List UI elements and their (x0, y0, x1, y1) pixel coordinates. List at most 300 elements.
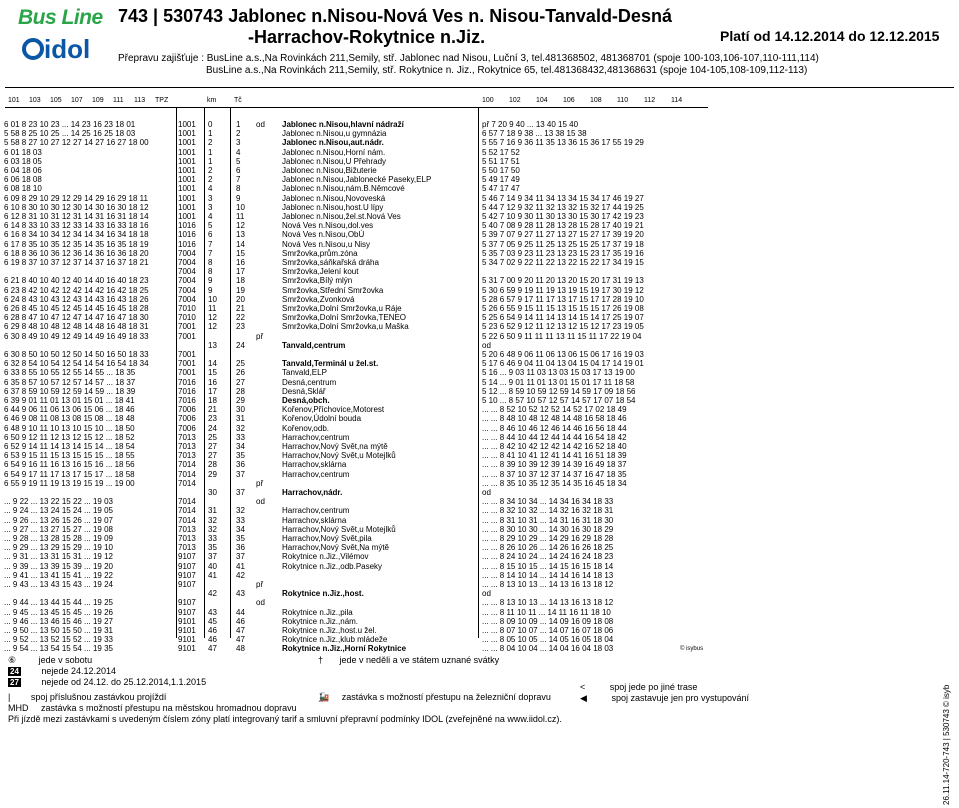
times-right: ... ... 8 52 10 52 12 52 14 52 17 02 18 49 (482, 405, 627, 415)
times-left: 6 12 8 31 10 31 12 31 14 31 16 31 18 14 (4, 212, 149, 221)
tc-header: Tč (234, 97, 242, 104)
tpz-zone: 7006 (178, 405, 196, 415)
stop-name: Jablonec n.Nisou,host.U lípy (282, 202, 384, 212)
times-left: 6 18 8 36 10 36 12 36 14 36 16 36 18 20 (4, 248, 149, 258)
km-value: 9 (208, 276, 213, 286)
tpz-zone: 7014 (178, 469, 196, 479)
times-left: 6 44 9 06 11 06 13 06 15 06 ... 18 46 (4, 405, 135, 415)
tc-value: 11 (236, 212, 245, 221)
tpz-zone: 7014 (178, 497, 196, 507)
stop-name: Rokytnice n.Jiz.,pila (282, 607, 353, 617)
times-right: od (482, 340, 491, 350)
times-left: 6 33 8 55 10 55 12 55 14 55 ... 18 35 (4, 368, 136, 378)
tc-value: 10 (236, 202, 245, 212)
arrival-departure-mark: od (256, 598, 265, 608)
km-value: 17 (208, 386, 217, 396)
stop-name: Smržovka,Zvonková (282, 294, 355, 304)
arrival-departure-mark: př (256, 580, 264, 589)
stop-name: Harrachov,Nový Svět,na mýtě (282, 442, 388, 451)
km-value: 16 (208, 377, 217, 387)
times-left: 6 29 8 48 10 48 12 48 14 48 16 48 18 31 (4, 322, 149, 332)
times-right: ... ... 8 24 10 24 ... 14 24 16 24 18 23 (482, 552, 614, 562)
times-right: 5 10 ... 8 57 10 57 12 57 14 57 17 07 18 54 (482, 396, 636, 405)
tc-value: 36 (236, 543, 245, 553)
times-right: ... ... 8 26 10 26 ... 14 26 16 26 18 25 (482, 543, 614, 553)
stop-name: Harrachov,Nový Svět,Na mýtě (282, 543, 389, 553)
tc-value: 16 (236, 258, 245, 267)
tc-value: 18 (236, 276, 245, 286)
stop-name: Kořenov,odb. (282, 423, 329, 433)
times-right: 5 25 6 54 9 14 11 14 13 14 15 14 17 25 19 07 (482, 313, 644, 323)
stop-name: Nová Ves n.Nisou,dol.ves (282, 221, 374, 231)
km-value: 31 (208, 506, 217, 516)
times-right: 5 14 ... 9 01 11 01 13 01 15 01 17 11 18 58 (482, 377, 635, 387)
stop-name: Rokytnice n.Jiz.,nám. (282, 616, 359, 626)
tpz-zone: 1016 (178, 221, 196, 231)
km-value: 42 (208, 589, 217, 599)
tc-value: 44 (236, 607, 245, 617)
tc-value: 27 (236, 377, 245, 387)
times-right: 5 49 17 49 (482, 175, 520, 185)
tpz-zone: 7013 (178, 534, 196, 543)
stop-name: Harrachov,centrum (282, 469, 350, 479)
times-right: 5 39 7 07 9 27 11 27 13 27 15 27 17 39 19 20 (482, 230, 644, 240)
tc-value: 17 (236, 267, 245, 277)
stop-name: Harrachov,Nový Svět,u Motejlků (282, 451, 396, 461)
tpz-zone: 7014 (178, 515, 196, 525)
tpz-zone: 7010 (178, 313, 196, 323)
km-value: 40 (208, 561, 217, 571)
times-right: 5 55 7 16 9 36 11 35 13 36 15 36 17 55 19 29 (482, 138, 644, 148)
stop-name: Smržovka,Dolní Smržovka,u Ráje (282, 304, 402, 313)
stop-name: Rokytnice n.Jiz.,Horní Rokytnice (282, 644, 407, 654)
tpz-zone: 9101 (178, 635, 196, 645)
times-left: ... 9 29 ... 13 29 15 29 ... 19 10 (4, 543, 113, 553)
stop-name: Nová Ves n.Nisou,ObÚ (282, 230, 365, 240)
km-value: 7 (208, 248, 213, 258)
table-row (0, 644, 959, 654)
times-right: 5 20 6 48 9 06 11 06 13 06 15 06 17 16 19 03 (482, 350, 644, 359)
times-right: ... ... 8 31 10 31 ... 14 31 16 31 18 30 (482, 515, 614, 525)
tc-value: 48 (236, 644, 245, 654)
tc-value: 32 (236, 423, 245, 433)
table-header-rule (5, 107, 708, 108)
km-value: 30 (208, 488, 217, 497)
tpz-zone: 9101 (178, 626, 196, 635)
tc-value: 37 (236, 469, 245, 479)
tc-value: 3 (236, 138, 241, 148)
km-value: 4 (208, 212, 213, 221)
times-right: 5 44 7 12 9 32 11 32 13 32 15 32 17 44 19 25 (482, 202, 644, 212)
arrival-departure-mark: od (256, 120, 265, 129)
times-right: 6 57 7 18 9 38 ... 13 38 15 38 (482, 129, 587, 139)
times-right: 5 35 7 03 9 23 11 23 13 23 15 23 17 35 19 16 (482, 248, 644, 258)
stop-name: Smržovka,Bílý mlýn (282, 276, 353, 286)
column-headers-right (482, 97, 698, 104)
tpz-zone: 9107 (178, 552, 196, 562)
times-right: ... ... 8 05 10 05 ... 14 05 16 05 18 04 (482, 635, 614, 645)
col-header-left-6: 113 (134, 97, 146, 104)
times-right: od (482, 488, 491, 497)
carrier-1: : BusLine a.s.,Na Rovinkách 211,Semily, stř. Jablonec nad Nisou, Luční 3, tel.481368502, 481368701 (spoje 100-103,106-107,110-111,114) (201, 53, 819, 64)
stop-name: Jablonec n.Nisou,U Přehrady (282, 156, 387, 166)
km-value: 1 (208, 129, 213, 139)
times-right: 5 30 6 59 9 19 11 19 13 19 15 19 17 30 19 12 (482, 285, 644, 295)
tpz-zone: 1001 (178, 212, 196, 221)
times-right: ... ... 8 41 10 41 12 41 14 41 16 51 18 39 (482, 451, 627, 461)
tc-value: 37 (236, 552, 245, 562)
tc-value: 5 (236, 156, 241, 166)
tpz-zone: 7016 (178, 377, 196, 387)
times-left: 6 23 8 42 10 42 12 42 14 42 16 42 18 25 (4, 285, 149, 295)
times-left: 6 54 9 17 11 17 13 17 15 17 ... 18 58 (4, 469, 135, 479)
times-left: 6 53 9 15 11 15 13 15 15 15 ... 18 55 (4, 451, 135, 461)
tpz-zone: 9101 (178, 616, 196, 626)
stop-name: Jablonec n.Nisou,Jablonecké Paseky,ELP (282, 175, 432, 185)
col-header-left-4: 109 (92, 97, 104, 104)
legend-27: 27 nejede od 24.12. do 25.12.2014,1.1.2015 (10, 677, 207, 687)
times-right: ... ... 8 48 10 48 12 48 14 48 16 58 18 46 (482, 414, 627, 424)
km-value: 33 (208, 534, 217, 543)
tc-value: 30 (236, 405, 245, 415)
times-left: 6 01 8 23 10 23 ... 14 23 16 23 18 01 (4, 120, 136, 129)
stop-name: Rokytnice n.Jiz.,host. (282, 589, 364, 599)
col-header-left-1: 103 (29, 97, 41, 104)
times-left: ... 9 24 ... 13 24 15 24 ... 19 05 (4, 506, 113, 516)
tc-value: 31 (236, 414, 245, 424)
km-value: 1 (208, 147, 213, 157)
times-right: 5 37 7 05 9 25 11 25 13 25 15 25 17 37 19 18 (482, 239, 644, 249)
km-value: 7 (208, 239, 213, 249)
times-left: ... 9 50 ... 13 50 15 50 ... 19 31 (4, 626, 113, 635)
col-header-right-6: 112 (644, 97, 656, 104)
km-value: 1 (208, 156, 213, 166)
stop-name: Kořenov,Údolní bouda (282, 414, 362, 424)
train-icon: 🚂 (318, 692, 330, 702)
col-header-right-3: 106 (563, 97, 575, 104)
tpz-zone: 9107 (178, 561, 196, 571)
page-title: 743 | 530743 Jablonec n.Nisou-Nová Ves n. Nisou-Tanvald-Desná -Harrachov-Rokytnice n.Jiz. (118, 6, 672, 47)
stop-name: Jablonec n.Nisou,u gymnázia (282, 129, 387, 139)
km-value: 47 (208, 644, 217, 654)
legend-bypass: | spoj příslušnou zastávkou projíždí (8, 692, 167, 702)
tc-value: 20 (236, 294, 245, 304)
times-left: ... 9 43 ... 13 43 15 43 ... 19 24 (4, 580, 113, 589)
tpz-zone: 7016 (178, 386, 196, 396)
times-left: 5 58 8 27 10 27 12 27 14 27 16 27 18 00 (4, 138, 149, 148)
idol-ring-icon (22, 38, 44, 60)
tc-value: 12 (236, 221, 245, 231)
arrival-departure-mark: př (256, 331, 264, 341)
tc-value: 25 (236, 359, 245, 369)
tc-value: 32 (236, 506, 245, 516)
col-header-left-0: 101 (8, 97, 20, 104)
legend-saturday: ⑥ jede v sobotu (8, 655, 93, 665)
times-left: 6 26 8 45 10 45 12 45 14 45 16 45 18 28 (4, 304, 149, 313)
times-left: 6 01 18 03 (4, 147, 42, 157)
km-value: 18 (208, 396, 217, 405)
stop-name: Jablonec n.Nisou,nám.B.Němcové (282, 184, 405, 194)
times-left: ... 9 31 ... 13 31 15 31 ... 19 12 (4, 552, 113, 562)
stop-name: Smržovka,prům.zóna (282, 248, 358, 258)
tpz-zone: 7001 (178, 331, 196, 341)
times-left: 6 30 8 50 10 50 12 50 14 50 16 50 18 33 (4, 350, 149, 359)
tc-value: 7 (236, 175, 241, 185)
side-print-code: 26.11.14-720-743 | 530743 © isyb (942, 684, 951, 805)
times-left: 6 54 9 16 11 16 13 16 15 16 ... 18 56 (4, 460, 135, 470)
times-right: př 7 20 9 40 ... 13 40 15 40 (482, 120, 579, 129)
km-value: 9 (208, 285, 213, 295)
times-right: 5 42 7 10 9 30 11 30 13 30 15 30 17 42 19 23 (482, 212, 644, 221)
times-right: ... ... 8 30 10 30 ... 14 30 16 30 18 29 (482, 524, 614, 534)
carrier-line-1 (118, 53, 819, 65)
km-value: 5 (208, 221, 213, 231)
line-number: 743 (118, 6, 149, 26)
km-value: 8 (208, 267, 213, 277)
stop-name: Harrachov,nádr. (282, 488, 343, 497)
tc-value: 46 (236, 616, 245, 626)
tpz-zone: 7014 (178, 460, 196, 470)
tc-value: 4 (236, 147, 241, 157)
times-right: 5 17 6 46 9 04 11 04 13 04 15 04 17 14 19 01 (482, 359, 644, 369)
km-value: 4 (208, 184, 213, 194)
tpz-zone: 9107 (178, 580, 196, 589)
tpz-zone: 7013 (178, 451, 196, 461)
stop-name: Harrachov,centrum (282, 506, 350, 516)
tc-value: 41 (236, 561, 245, 571)
km-value: 35 (208, 543, 217, 553)
stop-name: Tanvald,centrum (282, 340, 346, 350)
stop-name: Harrachov,centrum (282, 432, 350, 442)
tpz-zone: 7013 (178, 432, 196, 442)
times-right: ... ... 8 39 10 39 12 39 14 39 16 49 18 37 (482, 460, 627, 470)
times-right: 5 12 ... 8 59 10 59 12 59 14 59 17 09 18 56 (482, 386, 636, 396)
times-right: 5 51 17 51 (482, 156, 520, 166)
tc-value: 47 (236, 626, 245, 635)
times-left: ... 9 26 ... 13 26 15 26 ... 19 07 (4, 515, 113, 525)
km-value: 32 (208, 515, 217, 525)
tpz-zone: 1001 (178, 156, 196, 166)
times-left: 6 28 8 47 10 47 12 47 14 47 16 47 18 30 (4, 313, 149, 323)
tc-value: 22 (236, 313, 245, 323)
column-headers-left (8, 97, 179, 104)
km-value: 24 (208, 423, 217, 433)
col-header-right-7: 114 (671, 97, 683, 104)
times-left: 6 39 9 01 11 01 13 01 15 01 ... 18 41 (4, 396, 135, 405)
idol-logo (22, 34, 98, 64)
tpz-zone: 7004 (178, 285, 196, 295)
arrival-departure-mark: př (256, 478, 264, 488)
tpz-zone: 1016 (178, 239, 196, 249)
times-right: 5 26 6 55 9 15 11 15 13 15 15 15 17 26 19 08 (482, 304, 644, 313)
times-right: ... ... 8 46 10 46 12 46 14 46 16 56 18 44 (482, 423, 627, 433)
license-number: 530743 (163, 6, 224, 26)
times-left: 6 37 8 59 10 59 12 59 14 59 ... 18 39 (4, 386, 136, 396)
stop-name: Smržovka,sáňkařská dráha (282, 258, 379, 267)
stop-name: Smržovka,Střední Smržovka (282, 285, 384, 295)
km-value: 6 (208, 230, 213, 240)
times-left: ... 9 44 ... 13 44 15 44 ... 19 25 (4, 598, 113, 608)
stop-name: Rokytnice n.Jiz.,Vilémov (282, 552, 369, 562)
times-right: 5 40 7 08 9 28 11 28 13 28 15 28 17 40 19 21 (482, 221, 644, 231)
tpz-zone: 7001 (178, 322, 196, 332)
times-left: 6 50 9 12 11 12 13 12 15 12 ... 18 52 (4, 432, 135, 442)
km-value: 29 (208, 469, 217, 479)
km-value: 11 (208, 304, 217, 313)
times-left: 6 32 8 54 10 54 12 54 14 54 16 54 18 34 (4, 359, 149, 369)
times-right: ... ... 8 44 10 44 12 44 14 44 16 54 18 42 (482, 432, 627, 442)
times-left: 5 58 8 25 10 25 ... 14 25 16 25 18 03 (4, 129, 136, 139)
times-left: 6 21 8 40 10 40 12 40 14 40 16 40 18 23 (4, 276, 149, 286)
stop-name: Jablonec n.Nisou,žel.st.Nová Ves (282, 212, 401, 221)
stop-name: Smržovka,Dolní Smržovka,TENEO (282, 313, 407, 323)
times-right: ... ... 8 11 10 11 ... 14 11 16 11 18 10 (482, 607, 611, 617)
tc-value: 47 (236, 635, 245, 645)
stop-name: Harrachov,sklárna (282, 515, 347, 525)
stop-name: Jablonec n.Nisou,Horní nám. (282, 147, 386, 157)
times-right: od (482, 589, 491, 599)
alight-icon: ◀ (580, 693, 587, 703)
times-right: ... ... 8 14 10 14 ... 14 14 16 14 18 13 (482, 570, 614, 580)
cross-icon: † (318, 655, 324, 665)
tc-value: 33 (236, 432, 245, 442)
idol-tariff-note: Při jízdě mezi zastávkami s uvedeným číslem zóny platí integrovaný tarif a smluvní přepravní podmínky IDOL (zveřejněné na www.iidol.cz). (8, 714, 562, 724)
times-right: ... ... 8 13 10 13 ... 14 13 16 13 18 12 (482, 598, 614, 608)
times-right: ... ... 8 09 10 09 ... 14 09 16 09 18 08 (482, 616, 614, 626)
tpz-zone: 7014 (178, 506, 196, 516)
times-left: ... 9 41 ... 13 41 15 41 ... 19 22 (4, 570, 113, 580)
tpz-zone: 1001 (178, 138, 196, 148)
stop-name: Desná,obch. (282, 396, 330, 405)
times-left: ... 9 45 ... 13 45 15 45 ... 19 26 (4, 607, 113, 617)
tc-value: 1 (236, 120, 241, 129)
stop-name: Desná,centrum (282, 377, 337, 387)
saturday-icon: ⑥ (8, 655, 17, 665)
times-left: 6 52 9 14 11 14 13 14 15 14 ... 18 54 (4, 442, 135, 451)
col-header-left-2: 105 (50, 97, 62, 104)
times-left: ... 9 46 ... 13 46 15 46 ... 19 27 (4, 616, 113, 626)
isybus-mark: © isybus (680, 646, 704, 652)
tc-value: 8 (236, 184, 241, 194)
km-value: 43 (208, 607, 217, 617)
stop-name: Rokytnice n.Jiz.,host.u žel. (282, 626, 377, 635)
km-value: 15 (208, 368, 217, 378)
tpz-zone: 7001 (178, 368, 196, 378)
tc-value: 26 (236, 368, 245, 378)
times-right: 5 28 6 57 9 17 11 17 13 17 15 17 17 28 19 10 (482, 294, 644, 304)
tc-value: 34 (236, 524, 245, 534)
legend-mhd: MHD zastávka s možností přestupu na městskou hromadnou dopravu (8, 703, 297, 713)
tpz-zone: 9107 (178, 607, 196, 617)
tc-value: 21 (236, 304, 245, 313)
stop-name: Rokytnice n.Jiz.,klub mládeže (282, 635, 388, 645)
times-right: ... ... 8 29 10 29 ... 14 29 16 29 18 28 (482, 534, 614, 543)
legend-alight: ◀ spoj zastavuje jen pro vystupování (580, 693, 750, 703)
tc-value: 2 (236, 129, 241, 139)
times-left: ... 9 54 ... 13 54 15 54 ... 19 35 (4, 644, 113, 654)
km-value: 3 (208, 193, 213, 203)
times-left: ... 9 27 ... 13 27 15 27 ... 19 08 (4, 524, 113, 534)
times-left: ... 9 28 ... 13 28 15 28 ... 19 09 (4, 534, 113, 543)
stop-name: Tanvald,Terminál u žel.st. (282, 359, 379, 369)
tc-value: 36 (236, 460, 245, 470)
times-left: 6 46 9 08 11 08 13 08 15 08 ... 18 48 (4, 414, 135, 424)
tc-value: 28 (236, 386, 245, 396)
times-right: ... ... 8 07 10 07 ... 14 07 16 07 18 06 (482, 626, 614, 635)
stop-name: Rokytnice n.Jiz.,odb.Paseky (282, 561, 383, 571)
tpz-zone: 7006 (178, 414, 196, 424)
tc-value: 35 (236, 451, 245, 461)
km-header: km (207, 97, 217, 104)
tpz-zone: 7004 (178, 248, 196, 258)
tpz-zone: 9101 (178, 644, 196, 654)
tc-value: 9 (236, 193, 241, 203)
tpz-zone: 1001 (178, 193, 196, 203)
stop-name: Harrachov,Nový Svět,u Motejlků (282, 524, 396, 534)
tpz-zone: 1001 (178, 175, 196, 185)
km-value: 12 (208, 313, 217, 323)
times-right: 5 31 7 00 9 20 11 20 13 20 15 20 17 31 19 13 (482, 276, 644, 286)
tpz-zone: 1001 (178, 184, 196, 194)
tc-value: 19 (236, 285, 245, 295)
tc-value: 43 (236, 589, 245, 599)
tpz-zone: 7014 (178, 478, 196, 488)
times-right: ... ... 8 04 10 04 ... 14 04 16 04 18 03 (482, 644, 614, 654)
tpz-zone: 7001 (178, 359, 196, 369)
col-header-right-1: 102 (509, 97, 521, 104)
times-left: 6 10 8 30 10 30 12 30 14 30 16 30 18 12 (4, 202, 149, 212)
tc-value: 14 (236, 239, 245, 249)
km-value: 25 (208, 432, 217, 442)
times-right: ... ... 8 37 10 37 12 37 14 37 16 47 18 35 (482, 469, 627, 479)
stop-name: Jablonec n.Nisou,Bižuterie (282, 166, 377, 175)
tpz-zone: 7004 (178, 294, 196, 304)
col-header-left-3: 107 (71, 97, 83, 104)
tpz-zone: 1001 (178, 166, 196, 175)
km-value: 46 (208, 626, 217, 635)
times-left: 6 17 8 35 10 35 12 35 14 35 16 35 18 19 (4, 239, 149, 249)
tc-value: 33 (236, 515, 245, 525)
km-value: 2 (208, 166, 213, 175)
times-left: 6 09 8 29 10 29 12 29 14 29 16 29 18 11 (4, 193, 148, 203)
times-left: 6 35 8 57 10 57 12 57 14 57 ... 18 37 (4, 377, 136, 387)
times-right: ... ... 8 32 10 32 ... 14 32 16 32 18 31 (482, 506, 614, 516)
stop-name: Jablonec n.Nisou,Novoveská (282, 193, 386, 203)
times-right: 5 23 6 52 9 12 11 12 13 12 15 12 17 23 19 05 (482, 322, 644, 332)
km-value: 8 (208, 258, 213, 267)
col-header-right-4: 108 (590, 97, 602, 104)
tpz-zone: 9107 (178, 598, 196, 608)
col-header-right-2: 104 (536, 97, 548, 104)
legend-other-route: < spoj jede po jiné trase (580, 682, 698, 692)
stop-name: Harrachov,Nový Svět,pila (282, 534, 372, 543)
km-value: 27 (208, 451, 217, 461)
stop-name: Desná,Sklář (282, 386, 326, 396)
tpz-zone: 7004 (178, 258, 196, 267)
tpz-zone: 7004 (178, 267, 196, 277)
stop-name: Jablonec n.Nisou,aut.nádr. (282, 138, 384, 148)
arrival-departure-mark: od (256, 497, 265, 507)
km-value: 21 (208, 405, 217, 415)
stop-name: Smržovka,Jelení kout (282, 267, 359, 277)
tpz-zone: 1001 (178, 120, 196, 129)
tc-value: 24 (236, 340, 245, 350)
tpz-zone: 7013 (178, 524, 196, 534)
times-left: 6 19 8 37 10 37 12 37 14 37 16 37 18 21 (4, 258, 149, 267)
tc-value: 42 (236, 570, 245, 580)
km-value: 10 (208, 294, 217, 304)
stop-name: Kořenov,Příchovice,Motorest (282, 405, 385, 415)
